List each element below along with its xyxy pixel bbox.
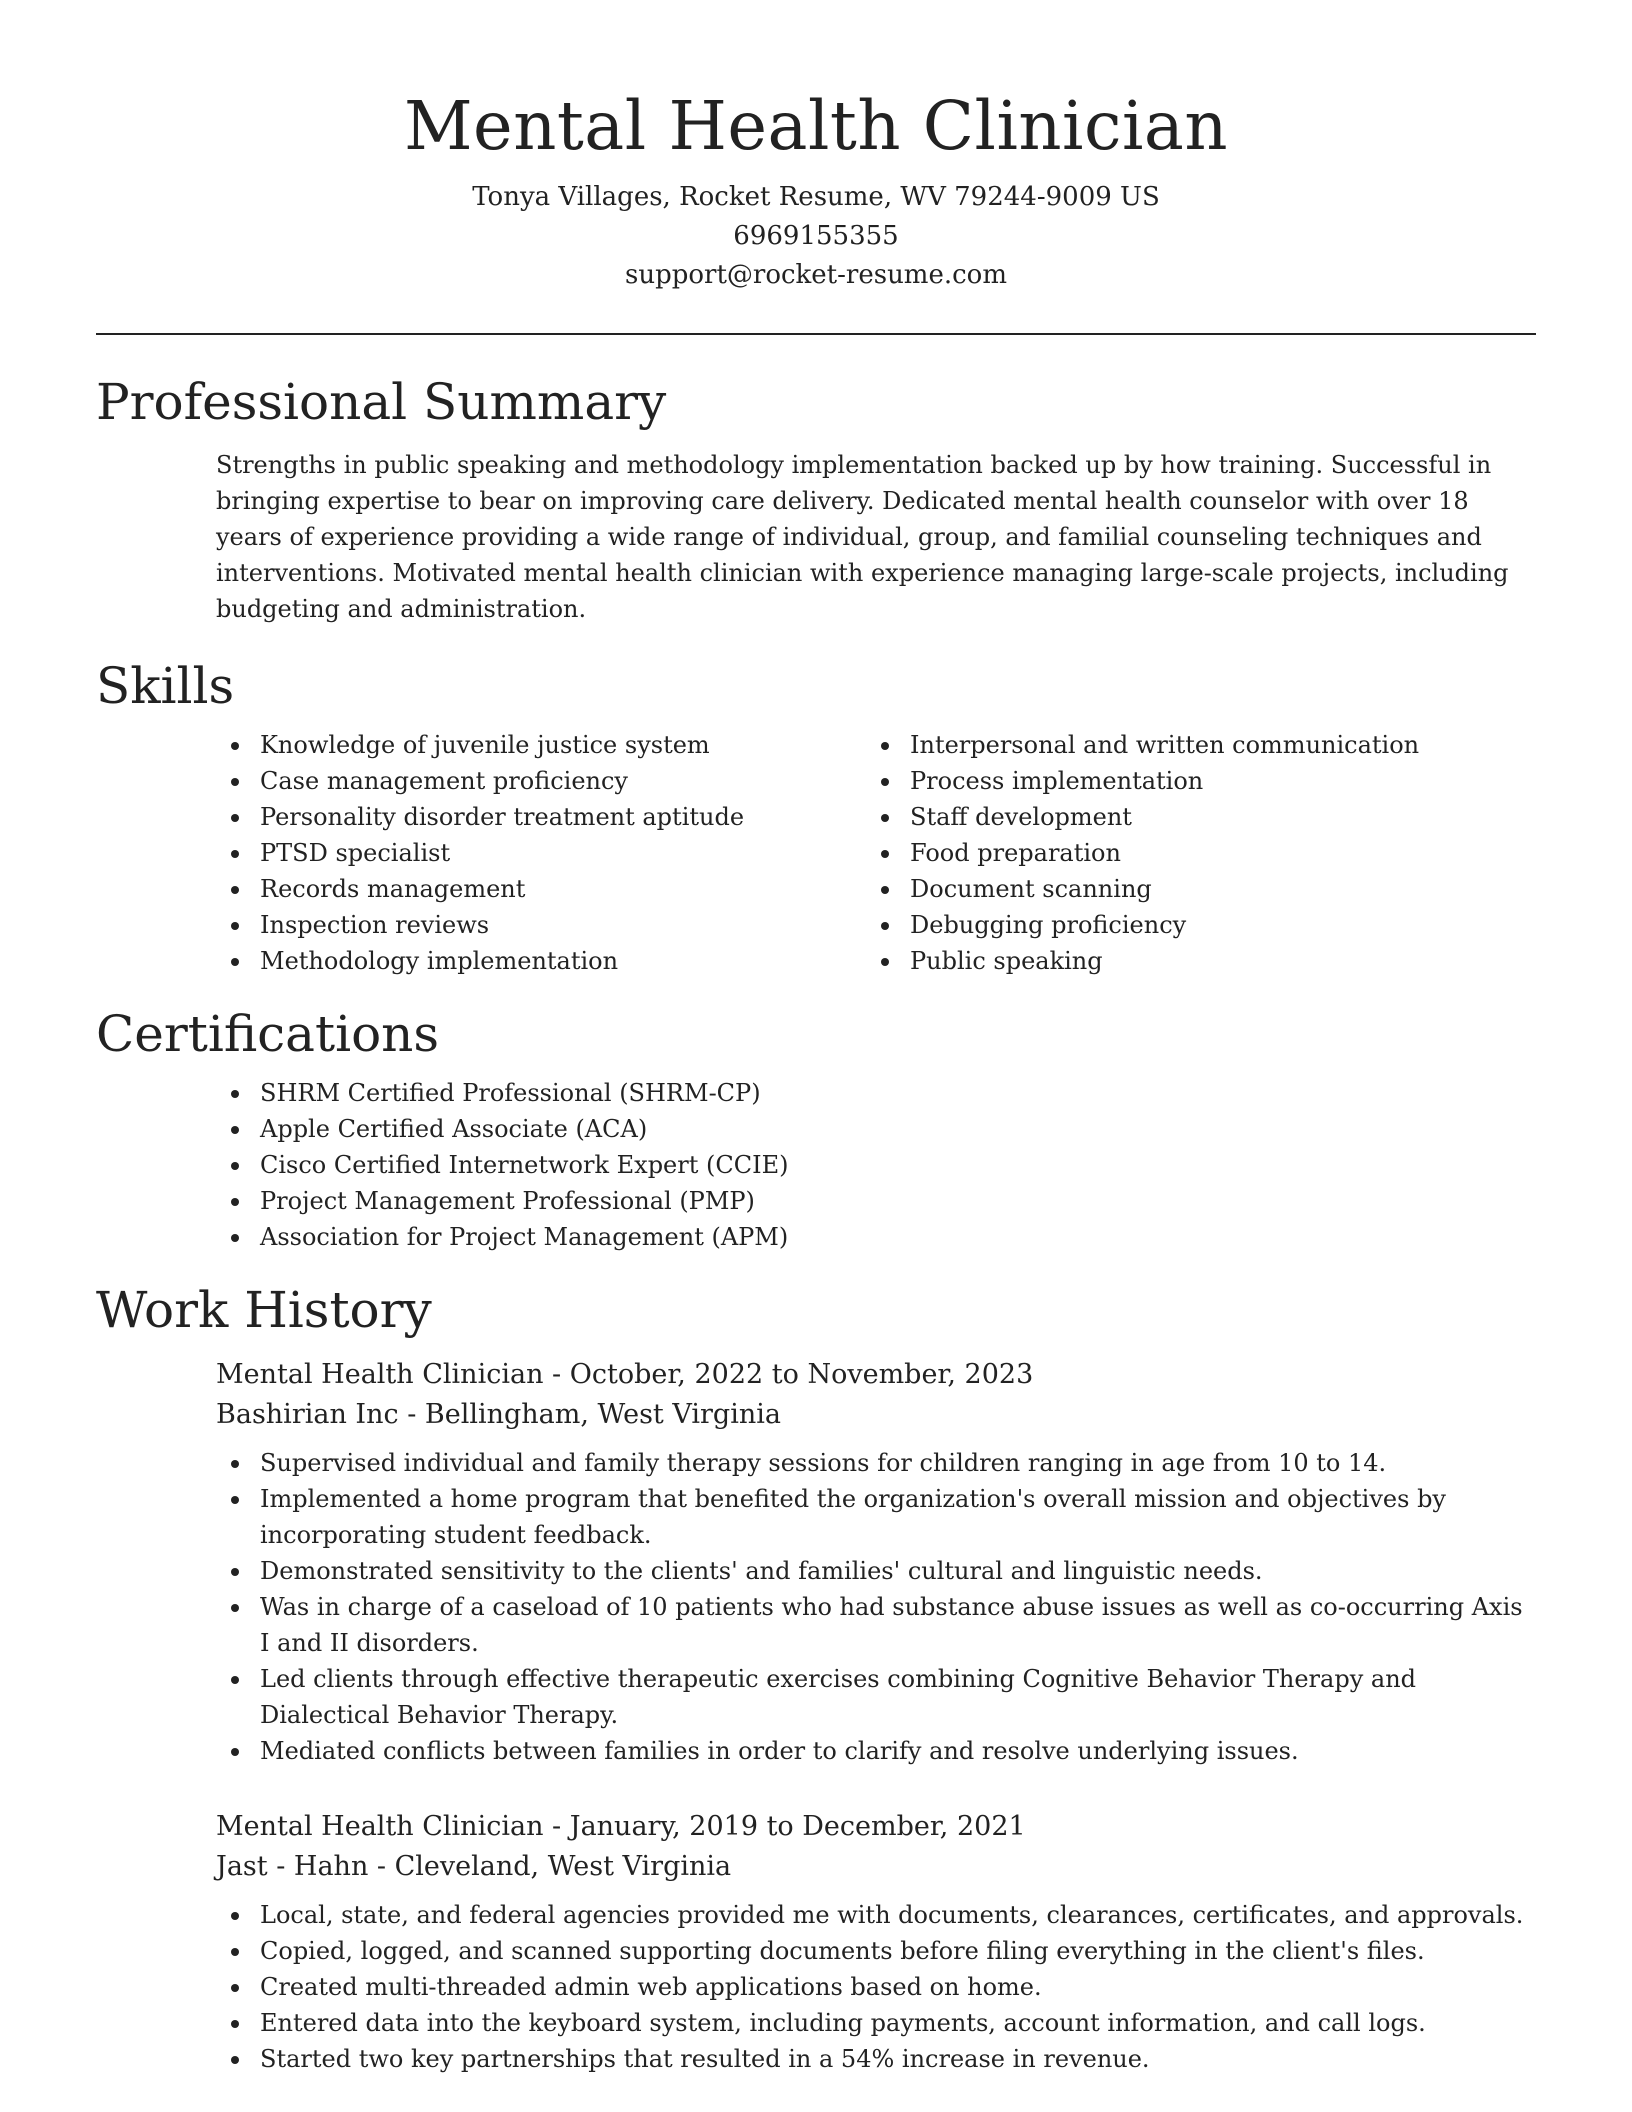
job-duty-item: Mediated conflicts between families in order to clarify and resolve underlying issues. bbox=[216, 1733, 1536, 1769]
job-duty-item: Implemented a home program that benefited the organization's overall mission and objectives by incorporating student feedback. bbox=[216, 1481, 1536, 1553]
certification-item: Cisco Certified Internetwork Expert (CCIE) bbox=[216, 1147, 1536, 1183]
job-duty-item: Demonstrated sensitivity to the clients' and families' cultural and linguistic needs. bbox=[216, 1553, 1536, 1589]
header-divider bbox=[96, 333, 1536, 335]
skill-item: Knowledge of juvenile justice system bbox=[216, 727, 866, 763]
resume-title: Mental Health Clinician bbox=[403, 87, 1229, 165]
skill-item: Process implementation bbox=[866, 763, 1516, 799]
job-duty-item: Local, state, and federal agencies provided me with documents, clearances, certificates, and approvals. bbox=[216, 1897, 1536, 1933]
job-entry bbox=[96, 1355, 1536, 1769]
job-duties bbox=[216, 1897, 1536, 2077]
skill-item: Inspection reviews bbox=[216, 907, 866, 943]
certification-item: Project Management Professional (PMP) bbox=[216, 1183, 1536, 1219]
skill-item: Case management proficiency bbox=[216, 763, 866, 799]
job-role-dates: Mental Health Clinician - October, 2022 to November, 2023 bbox=[216, 1359, 1034, 1390]
skill-item: Staff development bbox=[866, 799, 1516, 835]
job-company-location: Bashirian Inc - Bellingham, West Virginia bbox=[216, 1399, 781, 1430]
job-entry bbox=[96, 1807, 1536, 2077]
skills-heading: Skills bbox=[96, 657, 235, 715]
certification-item: Association for Project Management (APM) bbox=[216, 1219, 1536, 1255]
skill-item: Methodology implementation bbox=[216, 943, 866, 979]
job-duties bbox=[216, 1445, 1536, 1769]
skills-column-left bbox=[216, 727, 866, 979]
certifications-list bbox=[96, 1075, 1536, 1255]
job-company-location: Jast - Hahn - Cleveland, West Virginia bbox=[216, 1851, 732, 1882]
skills-columns bbox=[96, 727, 1536, 979]
skill-item: Public speaking bbox=[866, 943, 1516, 979]
job-duty-item: Created multi-threaded admin web applications based on home. bbox=[216, 1969, 1536, 2005]
job-duty-item: Started two key partnerships that resulted in a 54% increase in revenue. bbox=[216, 2041, 1536, 2077]
certifications-section bbox=[96, 1003, 1536, 1255]
job-duty-item: Led clients through effective therapeutic exercises combining Cognitive Behavior Therapy and Dialectical Behavior Therapy. bbox=[216, 1661, 1536, 1733]
job-duty-item: Supervised individual and family therapy sessions for children ranging in age from 10 to 14. bbox=[216, 1445, 1536, 1481]
certification-item: SHRM Certified Professional (SHRM-CP) bbox=[216, 1075, 1536, 1111]
skill-item: Food preparation bbox=[866, 835, 1516, 871]
resume-header bbox=[96, 0, 1536, 295]
contact-email: support@rocket-resume.com bbox=[624, 260, 1007, 290]
job-duty-item: Was in charge of a caseload of 10 patients who had substance abuse issues as well as co-occurring Axis I and II disorders. bbox=[216, 1589, 1536, 1661]
skill-item: Personality disorder treatment aptitude bbox=[216, 799, 866, 835]
skill-item: Document scanning bbox=[866, 871, 1516, 907]
skill-item: Debugging proficiency bbox=[866, 907, 1516, 943]
certifications-heading: Certifications bbox=[96, 1005, 440, 1063]
summary-heading: Professional Summary bbox=[96, 373, 667, 431]
contact-address: Tonya Villages, Rocket Resume, WV 79244-9009 US bbox=[472, 182, 1160, 212]
certification-item: Apple Certified Associate (ACA) bbox=[216, 1111, 1536, 1147]
job-role-dates: Mental Health Clinician - January, 2019 to December, 2021 bbox=[216, 1811, 1026, 1842]
job-duty-item: Entered data into the keyboard system, including payments, account information, and call logs. bbox=[216, 2005, 1536, 2041]
skills-column-right bbox=[866, 727, 1516, 979]
summary-section bbox=[96, 371, 1536, 627]
skill-item: Interpersonal and written communication bbox=[866, 727, 1516, 763]
contact-info bbox=[96, 178, 1536, 295]
skill-item: Records management bbox=[216, 871, 866, 907]
contact-phone: 6969155355 bbox=[733, 221, 899, 251]
skill-item: PTSD specialist bbox=[216, 835, 866, 871]
job-duty-item: Copied, logged, and scanned supporting documents before filing everything in the client's files. bbox=[216, 1933, 1536, 1969]
skills-section bbox=[96, 655, 1536, 979]
summary-text: Strengths in public speaking and methodology implementation backed up by how training. Successful in bringing expertise to bear on improving care delivery. Dedicated mental health counselor with over 18 years of experience providing a wide range of individual, group, and familial counseling techniques and interventions. Motivated mental health clinician with experience managing large-scale projects, including budgeting and administration. bbox=[216, 451, 1509, 623]
work-history-section bbox=[96, 1279, 1536, 2077]
work-history-heading: Work History bbox=[96, 1281, 432, 1339]
